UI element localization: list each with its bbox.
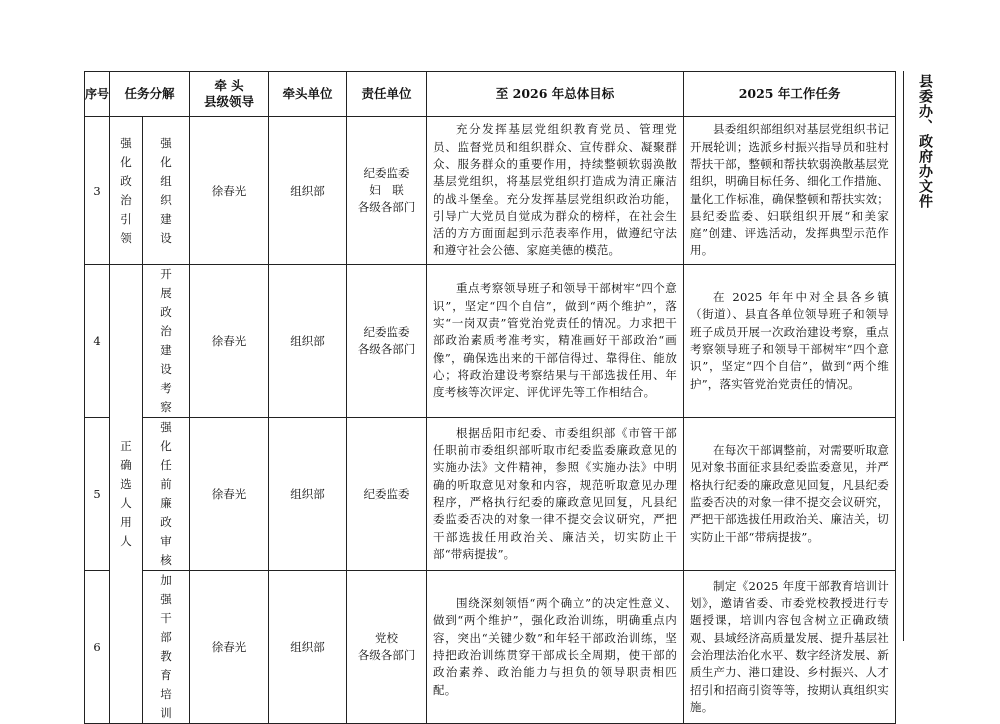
- leader-cell: 徐春光: [190, 117, 269, 265]
- row-number: 4: [85, 265, 110, 418]
- table-row: [85, 117, 896, 265]
- resp-unit-cell: 党校 各级各部门: [347, 571, 427, 724]
- header-task: 任务分解: [110, 72, 190, 117]
- category-cell: 正确选人用人: [110, 265, 143, 724]
- row-number: 5: [85, 418, 110, 571]
- side-title: 县委办、政府办文件: [917, 74, 933, 209]
- goal-cell: 根据岳阳市纪委、市委组织部《市管干部任职前市委组织部听取市纪委监委廉政意见的实施办法》文件精神，参照《实施办法》中明确的听取意见对象和内容，规范听取意见办理程序，严格执行纪委的廉政意见回复，凡县纪委监委否决的对象一律不提交会议研究，严把干部选拔任用政治关、廉洁关，切实防止干部“带病提拔”。: [427, 418, 684, 571]
- resp-unit-cell: 纪委监委: [347, 418, 427, 571]
- table-row: [85, 265, 896, 418]
- table-row: [85, 418, 896, 571]
- lead-unit-cell: 组织部: [269, 265, 347, 418]
- header-lead-unit: 牵头单位: [269, 72, 347, 117]
- row-number: 6: [85, 571, 110, 724]
- leader-cell: 徐春光: [190, 265, 269, 418]
- lead-unit-cell: 组织部: [269, 117, 347, 265]
- header-row: [85, 72, 896, 117]
- resp-unit-cell: 纪委监委 妇 联 各级各部门: [347, 117, 427, 265]
- work-cell: 县委组织部组织对基层党组织书记开展轮训；选派乡村振兴指导员和驻村帮扶干部，整顿和帮扶软弱涣散基层党组织，明确目标任务、细化工作措施、量化工作标准，确保整顿和帮扶实效；县纪委监委、妇联组织开展“和美家庭”创建、评选活动，发挥典型示范作用。: [684, 117, 896, 265]
- header-leader: 牵 头 县级领导: [190, 72, 269, 117]
- row-number: 3: [85, 117, 110, 265]
- goal-cell: 重点考察领导班子和领导干部树牢“四个意识”，坚定“四个自信”，做到“两个维护”，落实“一岗双责”管党治党责任的情况。力求把干部政治素质考准考实，精准画好干部政治“画像”，确保选出来的干部信得过、靠得住、能放心；将政治建设考察结果与干部选拔任用、年度考核等次评定、评优评先等工作相结合。: [427, 265, 684, 418]
- header-work: 2025 年工作任务: [684, 72, 896, 117]
- leader-cell: 徐春光: [190, 571, 269, 724]
- work-cell: 在 2025 年年中对全县各乡镇（街道）、县直各单位领导班子和领导班子成员开展一次政治建设考察，重点考察领导班子和领导干部树牢“四个意识”，坚定“四个自信”，做到“两个维护”，落实管党治党责任的情况。: [684, 265, 896, 418]
- task-cell: 强化任前廉政审核: [143, 418, 190, 571]
- header-goal: 至 2026 年总体目标: [427, 72, 684, 117]
- header-seq: 序号: [85, 72, 110, 117]
- task-cell: 强化组织建设: [143, 117, 190, 265]
- task-cell: 开展政治建设考察: [143, 265, 190, 418]
- leader-cell: 徐春光: [190, 418, 269, 571]
- lead-unit-cell: 组织部: [269, 418, 347, 571]
- work-cell: 制定《2025 年度干部教育培训计划》，邀请省委、市委党校教授进行专题授课，培训内容包含树立正确政绩观、县域经济高质量发展、提升基层社会治理法治化水平、数字经济发展、新质生产力、港口建设、乡村振兴、人才招引和招商引资等等，按期认真组织实施。: [684, 571, 896, 724]
- goal-cell: 围绕深刻领悟“两个确立”的决定性意义、做到“两个维护”，强化政治训练，明确重点内容，突出“关键少数”和年轻干部政治训练，坚持把政治训练贯穿干部成长全周期，使干部的政治素养、政治能力与担负的领导职责相匹配。: [427, 571, 684, 724]
- table-row: [85, 571, 896, 724]
- task-table: [84, 71, 896, 724]
- category-cell: 强化政治引领: [110, 117, 143, 265]
- resp-unit-cell: 纪委监委 各级各部门: [347, 265, 427, 418]
- lead-unit-cell: 组织部: [269, 571, 347, 724]
- task-cell: 加强干部教育培训: [143, 571, 190, 724]
- work-cell: 在每次干部调整前，对需要听取意见对象书面征求县纪委监委意见，并严格执行纪委的廉政意见回复，凡县纪委监委否决的对象一律不提交会议研究，严把干部选拔任用政治关、廉洁关，切实防止干部“带病提拔”。: [684, 418, 896, 571]
- side-rule: [903, 71, 904, 641]
- header-resp-unit: 责任单位: [347, 72, 427, 117]
- goal-cell: 充分发挥基层党组织教育党员、管理党员、监督党员和组织群众、宣传群众、凝聚群众、服务群众的重要作用，持续整顿软弱涣散基层党组织，将基层党组织打造成为清正廉洁的战斗堡垒。充分发挥基层党组织政治功能，引导广大党员自觉成为群众的榜样，在社会生活的方方面面起到示范表率作用，做遵纪守法和遵守社会公德、家庭美德的模范。: [427, 117, 684, 265]
